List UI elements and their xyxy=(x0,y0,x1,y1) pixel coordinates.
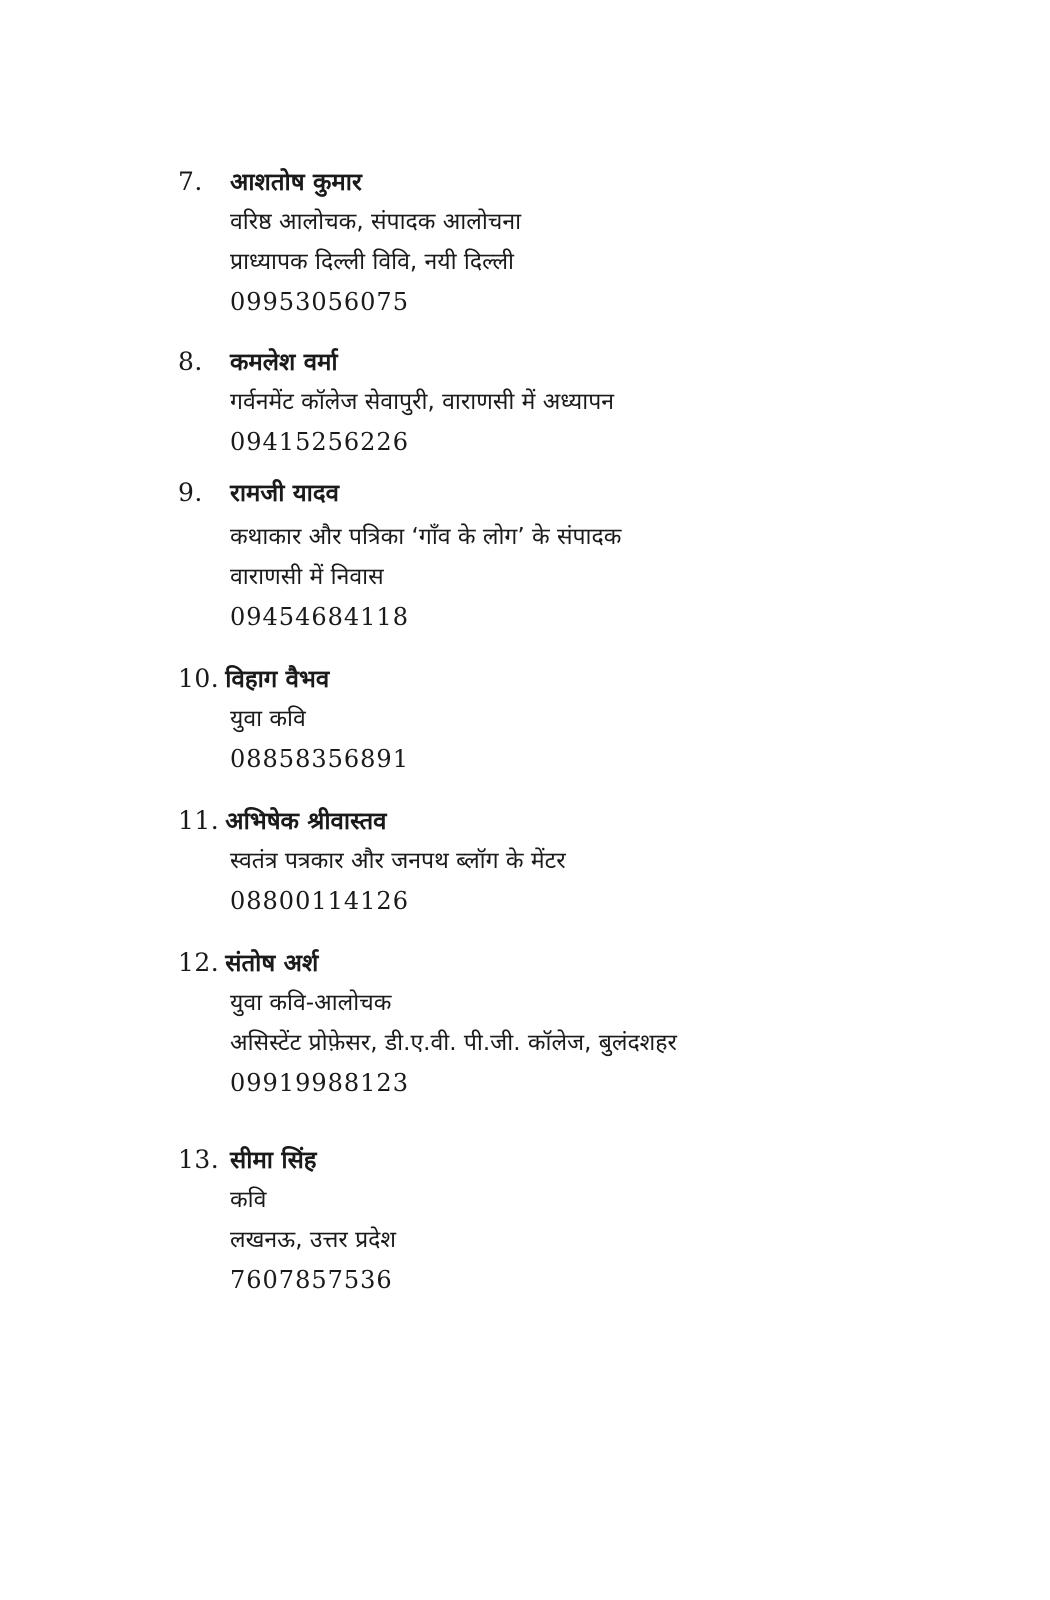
entry-heading xyxy=(178,659,938,699)
contact-entry-9 xyxy=(178,473,938,637)
entry-number: 13. xyxy=(178,1145,220,1174)
entry-heading xyxy=(178,1140,938,1180)
entry-heading xyxy=(178,162,938,202)
entry-details xyxy=(178,983,938,1103)
entry-name: सीमा सिंह xyxy=(230,1146,317,1174)
entry-details xyxy=(178,382,938,462)
entry-number: 10. xyxy=(178,664,220,693)
entry-details xyxy=(178,699,938,779)
entry-number: 7. xyxy=(178,167,203,196)
entry-number: 12. xyxy=(178,948,220,977)
entry-name: आशतोष कुमार xyxy=(230,168,362,196)
entry-phone: 09953056075 xyxy=(230,288,409,316)
entry-heading xyxy=(178,801,938,841)
entry-phone: 08858356891 xyxy=(230,745,409,773)
entry-phone: 09919988123 xyxy=(230,1069,409,1097)
entry-number: 9. xyxy=(178,478,203,507)
entry-phone: 09454684118 xyxy=(230,603,409,631)
entry-description-line: युवा कवि-आलोचक xyxy=(230,990,392,1016)
entry-phone: 08800114126 xyxy=(230,887,409,915)
entry-description-line: वरिष्ठ आलोचक, संपादक आलोचना xyxy=(230,209,522,235)
entry-phone: 7607857536 xyxy=(230,1266,393,1294)
contact-entry-8 xyxy=(178,342,938,462)
entry-description-line: गर्वनमेंट कॉलेज सेवापुरी, वाराणसी में अध्यापन xyxy=(230,389,615,415)
entry-number: 8. xyxy=(178,347,203,376)
entry-details xyxy=(178,513,938,637)
contact-entry-11 xyxy=(178,801,938,921)
entry-description-line: लखनऊ, उत्तर प्रदेश xyxy=(230,1227,397,1253)
entry-name: अभिषेक श्रीवास्तव xyxy=(225,807,387,835)
entry-name: संतोष अर्श xyxy=(225,949,319,977)
entry-details xyxy=(178,1180,938,1300)
entry-description-line: वाराणसी में निवास xyxy=(230,564,384,590)
entry-name: रामजी यादव xyxy=(230,479,339,507)
entry-number: 11. xyxy=(178,806,220,835)
entry-heading xyxy=(178,473,938,513)
entry-description-line: प्राध्यापक दिल्ली विवि, नयी दिल्ली xyxy=(230,249,515,275)
entry-description-line: असिस्टेंट प्रोफ़ेसर, डी.ए.वी. पी.जी. कॉलेज, बुलंदशहर xyxy=(230,1030,677,1056)
entry-heading xyxy=(178,342,938,382)
contact-entry-10 xyxy=(178,659,938,779)
entry-description-line: कथाकार और पत्रिका ‘गाँव के लोग’ के संपादक xyxy=(230,524,622,550)
entry-description-line: कवि xyxy=(230,1187,267,1213)
entry-name: विहाग वैभव xyxy=(225,665,330,693)
contact-entry-13 xyxy=(178,1140,938,1300)
entry-heading xyxy=(178,943,938,983)
entry-name: कमलेश वर्मा xyxy=(230,348,338,376)
entry-details xyxy=(178,841,938,921)
entry-details xyxy=(178,202,938,322)
entry-description-line: स्वतंत्र पत्रकार और जनपथ ब्लॉग के मेंटर xyxy=(230,848,566,874)
entry-description-line: युवा कवि xyxy=(230,706,306,732)
contact-entry-12 xyxy=(178,943,938,1103)
contact-entry-7 xyxy=(178,162,938,322)
entry-phone: 09415256226 xyxy=(230,428,409,456)
